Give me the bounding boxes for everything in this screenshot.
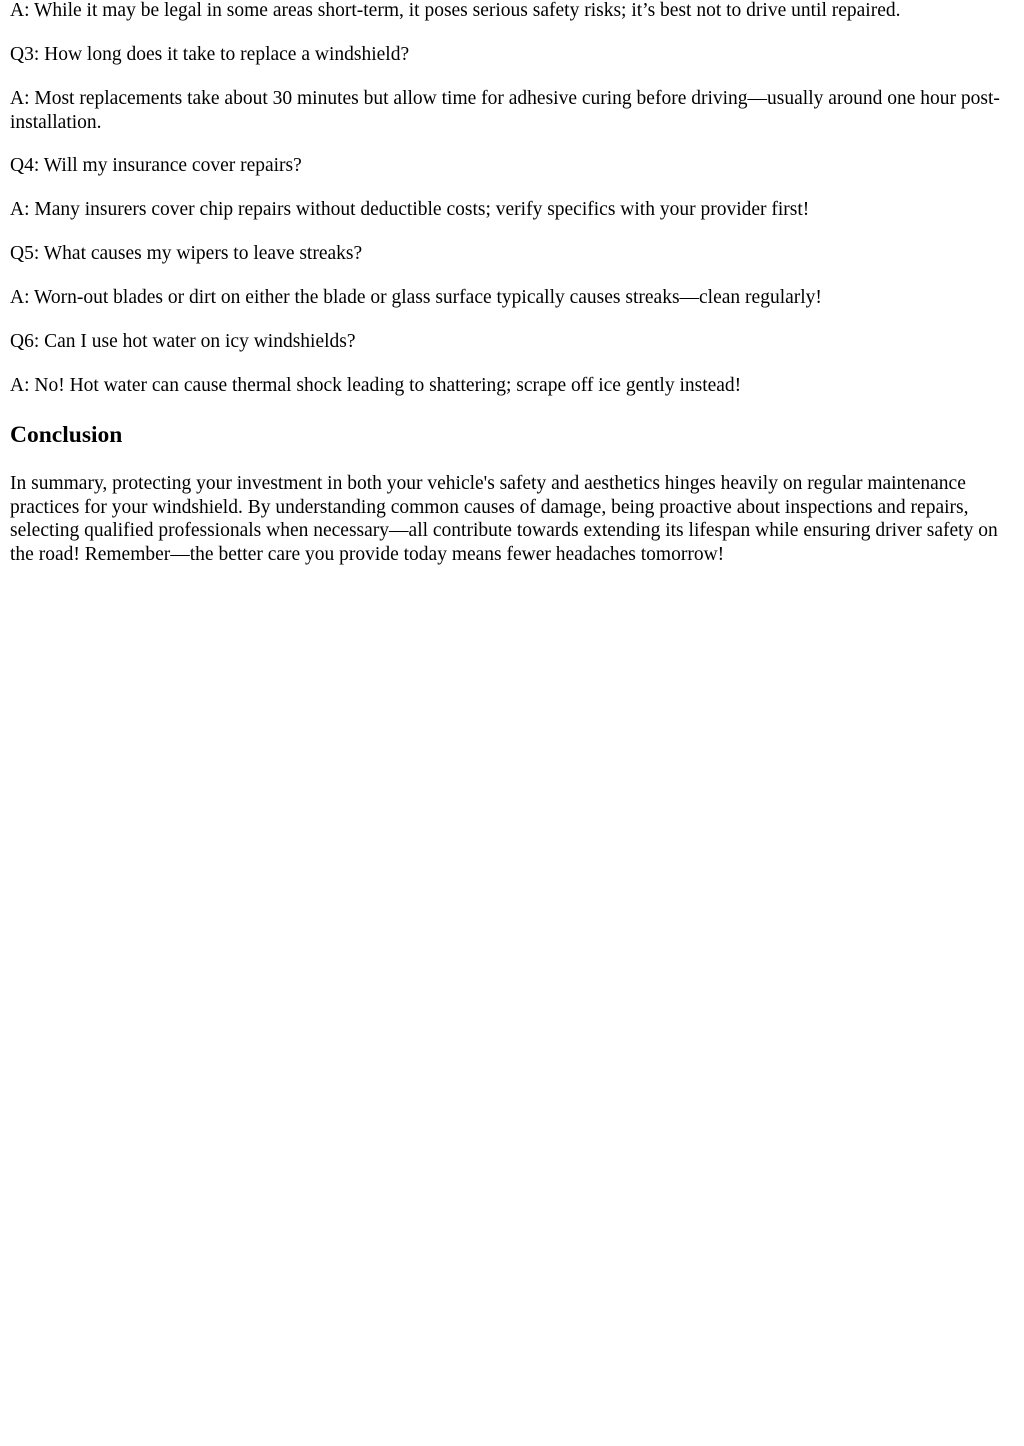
- faq-question-4: Q4: Will my insurance cover repairs?: [10, 155, 302, 176]
- conclusion-paragraph: In summary, protecting your investment in both your vehicle's safety and aesthetics hinges heavily on regular maintenance practices for your windshield. By understanding common causes of damage, being proactive about inspections and repairs, selecting qualified professionals when necessary—all contribute towards extending its lifespan while ensuring driver safety on the road! Remember—the better care you provide today means fewer headaches tomorrow!: [10, 473, 998, 565]
- faq-question-5: Q5: What causes my wipers to leave streaks?: [10, 243, 363, 264]
- faq-question-6: Q6: Can I use hot water on icy windshields?: [10, 331, 356, 352]
- faq-answer-2: A: While it may be legal in some areas short-term, it poses serious safety risks; it’s best not to drive until repaired.: [10, 0, 901, 21]
- faq-question-3: Q3: How long does it take to replace a windshield?: [10, 44, 410, 65]
- faq-answer-5: A: Worn-out blades or dirt on either the blade or glass surface typically causes streaks—clean regularly!: [10, 287, 822, 308]
- conclusion-heading: Conclusion: [10, 422, 123, 448]
- faq-answer-4: A: Many insurers cover chip repairs without deductible costs; verify specifics with your provider first!: [10, 199, 810, 220]
- faq-answer-6: A: No! Hot water can cause thermal shock leading to shattering; scrape off ice gently instead!: [10, 375, 742, 396]
- faq-answer-3: A: Most replacements take about 30 minutes but allow time for adhesive curing before driving—usually around one hour post-installation.: [10, 88, 1000, 133]
